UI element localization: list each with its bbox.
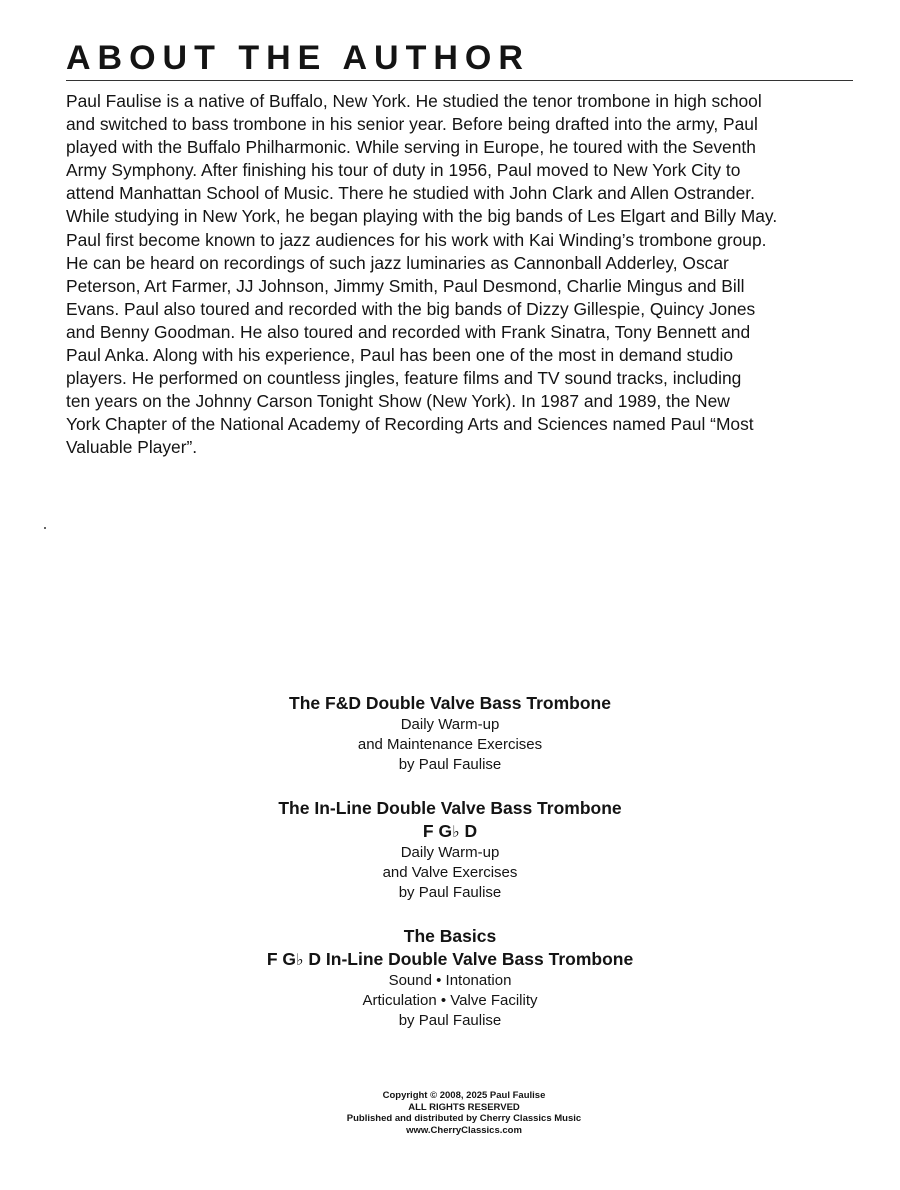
bio-line: and switched to bass trombone in his senior year. Before being drafted into the army, Paul [66,114,758,135]
book-listing-inline [0,797,900,903]
book-subtitle: F G♭ D In-Line Double Valve Bass Trombone [266,949,634,969]
publisher-notice: Published and distributed by Cherry Classics Music [346,1113,582,1124]
bio-line: Paul first become known to jazz audiences for his work with Kai Winding’s trombone group. [66,229,767,250]
bio-line: attend Manhattan School of Music. There he studied with John Clark and Allen Ostrander. [66,183,755,204]
book-author-line: by Paul Faulise [398,756,502,773]
bio-line: Valuable Player”. [66,437,198,458]
author-bio [66,90,856,460]
bio-line: Peterson, Art Farmer, JJ Johnson, Jimmy Smith, Paul Desmond, Charlie Mingus and Bill [66,275,745,296]
book-description-line: and Valve Exercises [382,864,518,881]
bio-line: players. He performed on countless jingles, feature films and TV sound tracks, including [66,368,742,389]
bio-line: Evans. Paul also toured and recorded with the big bands of Dizzy Gillespie, Quincy Jones [66,298,756,319]
publisher-website: www.CherryClassics.com [406,1124,522,1136]
title-divider [66,80,853,81]
copyright-notice: Copyright © 2008, 2025 Paul Faulise [382,1090,546,1101]
bio-line: and Benny Goodman. He also toured and recorded with Frank Sinatra, Tony Bennett and [66,321,751,342]
flat-sign: ♭ [452,822,460,841]
book-author-line: by Paul Faulise [398,884,502,901]
bio-line: While studying in New York, he began playing with the big bands of Les Elgart and Billy May. [66,206,778,227]
copyright-block [0,1090,900,1136]
book-title: The Basics [403,926,497,946]
scan-speck [44,527,46,529]
book-author-line: by Paul Faulise [398,1012,502,1029]
bio-line: ten years on the Johnny Carson Tonight Show (New York). In 1987 and 1989, the New [66,391,730,412]
bio-line: Paul Anka. Along with his experience, Paul has been one of the most in demand studio [66,345,734,366]
page-title: ABOUT THE AUTHOR [66,39,530,77]
bio-line: Army Symphony. After finishing his tour of duty in 1956, Paul moved to New York City to [66,160,741,181]
bio-line: York Chapter of the National Academy of Recording Arts and Sciences named Paul “Most [66,414,754,435]
bio-line: played with the Buffalo Philharmonic. While serving in Europe, he toured with the Seventh [66,137,756,158]
rights-notice: ALL RIGHTS RESERVED [408,1101,520,1113]
book-title: The F&D Double Valve Bass Trombone [289,693,611,713]
book-description-line: Daily Warm-up [400,716,500,733]
flat-sign: ♭ [295,950,304,969]
book-listing-fd [0,692,900,775]
book-description-line: Articulation • Valve Facility [362,992,538,1009]
book-description-line: Sound • Intonation [388,972,512,989]
book-listing-basics [0,925,900,1031]
book-subtitle: F G♭ D [422,821,478,841]
book-description-line: Daily Warm-up [400,844,500,861]
book-title: The In-Line Double Valve Bass Trombone [278,798,622,818]
book-description-line: and Maintenance Exercises [357,736,543,753]
bio-line: He can be heard on recordings of such jazz luminaries as Cannonball Adderley, Oscar [66,252,729,273]
bio-line: Paul Faulise is a native of Buffalo, New York. He studied the tenor trombone in high school [66,91,762,111]
